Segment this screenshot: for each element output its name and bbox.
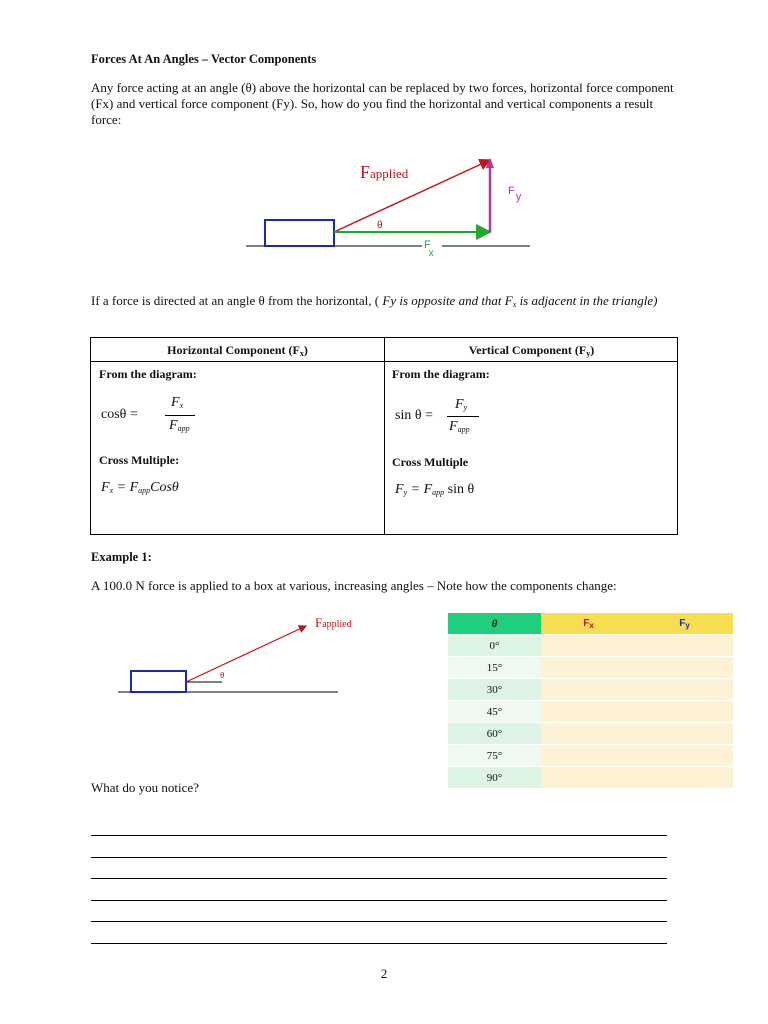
fx-label: F x — [424, 239, 434, 259]
table-row — [448, 701, 733, 723]
fy-cell[interactable] — [636, 767, 733, 789]
fx-cell[interactable] — [541, 745, 636, 767]
answer-line[interactable] — [91, 878, 667, 879]
question-text: What do you notice? — [91, 780, 199, 795]
example-angle-label: θ — [220, 671, 225, 680]
table-row — [448, 635, 733, 657]
theta-header: θ — [448, 613, 541, 635]
example-table — [448, 613, 733, 789]
fy-cell[interactable] — [636, 723, 733, 745]
angle-cell: 45° — [448, 701, 541, 723]
example-applied-label: Fapplied — [315, 615, 352, 630]
cross-multiple-label-h: Cross Multiple: — [99, 453, 180, 467]
fx-cell[interactable] — [541, 767, 636, 789]
fy-cell[interactable] — [636, 679, 733, 701]
fx-cell[interactable] — [541, 679, 636, 701]
example-paragraph: A 100.0 N force is applied to a box at various, increasing angles – Note how the components change: — [91, 578, 617, 593]
angle-cell: 15° — [448, 657, 541, 679]
table-row — [448, 657, 733, 679]
horizontal-component-header: Horizontal Component $(F_x)$ — [167, 343, 308, 358]
force-diagram — [240, 150, 540, 260]
fy-header: $F_y$ — [636, 613, 733, 635]
fx-equation: $F_x = F_{app}Cos\theta$ — [101, 480, 179, 495]
answer-line[interactable] — [91, 943, 667, 944]
example-applied-arrow — [186, 626, 306, 682]
cross-multiple-label-v: Cross Multiple — [392, 455, 469, 469]
table-row — [448, 723, 733, 745]
answer-line[interactable] — [91, 857, 667, 858]
angle-cell: 30° — [448, 679, 541, 701]
fx-cell[interactable] — [541, 723, 636, 745]
example-box — [131, 671, 186, 692]
fy-cell[interactable] — [636, 635, 733, 657]
from-diagram-label-h: From the diagram: — [99, 367, 197, 381]
from-diagram-label-v: From the diagram: — [392, 367, 490, 381]
page-title: Forces At An Angles – Vector Components — [91, 52, 317, 66]
angle-cell: 90° — [448, 767, 541, 789]
page-number: 2 — [380, 966, 388, 981]
angle-cell: 60° — [448, 723, 541, 745]
box — [265, 220, 334, 246]
answer-line[interactable] — [91, 900, 667, 901]
fy-equation: $F_y = F_{app}$ sin θ — [395, 482, 475, 497]
fy-cell[interactable] — [636, 745, 733, 767]
angle-label: θ — [377, 220, 383, 231]
fy-label: Fy — [508, 185, 522, 203]
fy-arrowhead — [486, 158, 494, 168]
angle-cell: 0° — [448, 635, 541, 657]
example-title: Example 1: — [91, 550, 152, 564]
fx-cell[interactable] — [541, 635, 636, 657]
fx-cell[interactable] — [541, 701, 636, 723]
applied-force-arrow — [334, 160, 490, 232]
fy-cell[interactable] — [636, 701, 733, 723]
angle-cell: 75° — [448, 745, 541, 767]
fx-header: $F_x$ — [541, 613, 636, 635]
components-table: Horizontal Component $(F_x)$ Vertical Component $(F_y)$ From the diagram: From the diagram: cosθ = $F_x$ $F_{app}$ sin θ = $F_y$ $F_{app}$ Cross Multiple: Cross Multiple $F_x = F_{app}Cos\theta$ $F_y = F_{app}$ sin θ — [90, 337, 678, 535]
example-force-diagram — [110, 610, 370, 700]
table-row — [448, 767, 733, 789]
table-row — [448, 745, 733, 767]
applied-force-label: Fapplied — [360, 162, 409, 182]
intro-paragraph: Any force acting at an angle (θ) above the horizontal can be replaced by two forces, horizontal force component (Fx) and vertical force component (Fy). So, how do you find the horizontal and vertical components a result force: — [91, 80, 674, 127]
direction-paragraph: If a force is directed at an angle θ from the horizontal, ( Fy is opposite and that $F_x$ is adjacent in the triangle) — [91, 293, 658, 309]
fy-cell[interactable] — [636, 657, 733, 679]
vertical-component-header: Vertical Component $(F_y)$ — [468, 343, 595, 358]
table-row — [448, 679, 733, 701]
fx-cell[interactable] — [541, 657, 636, 679]
answer-line[interactable] — [91, 921, 667, 922]
answer-line[interactable] — [91, 835, 667, 836]
